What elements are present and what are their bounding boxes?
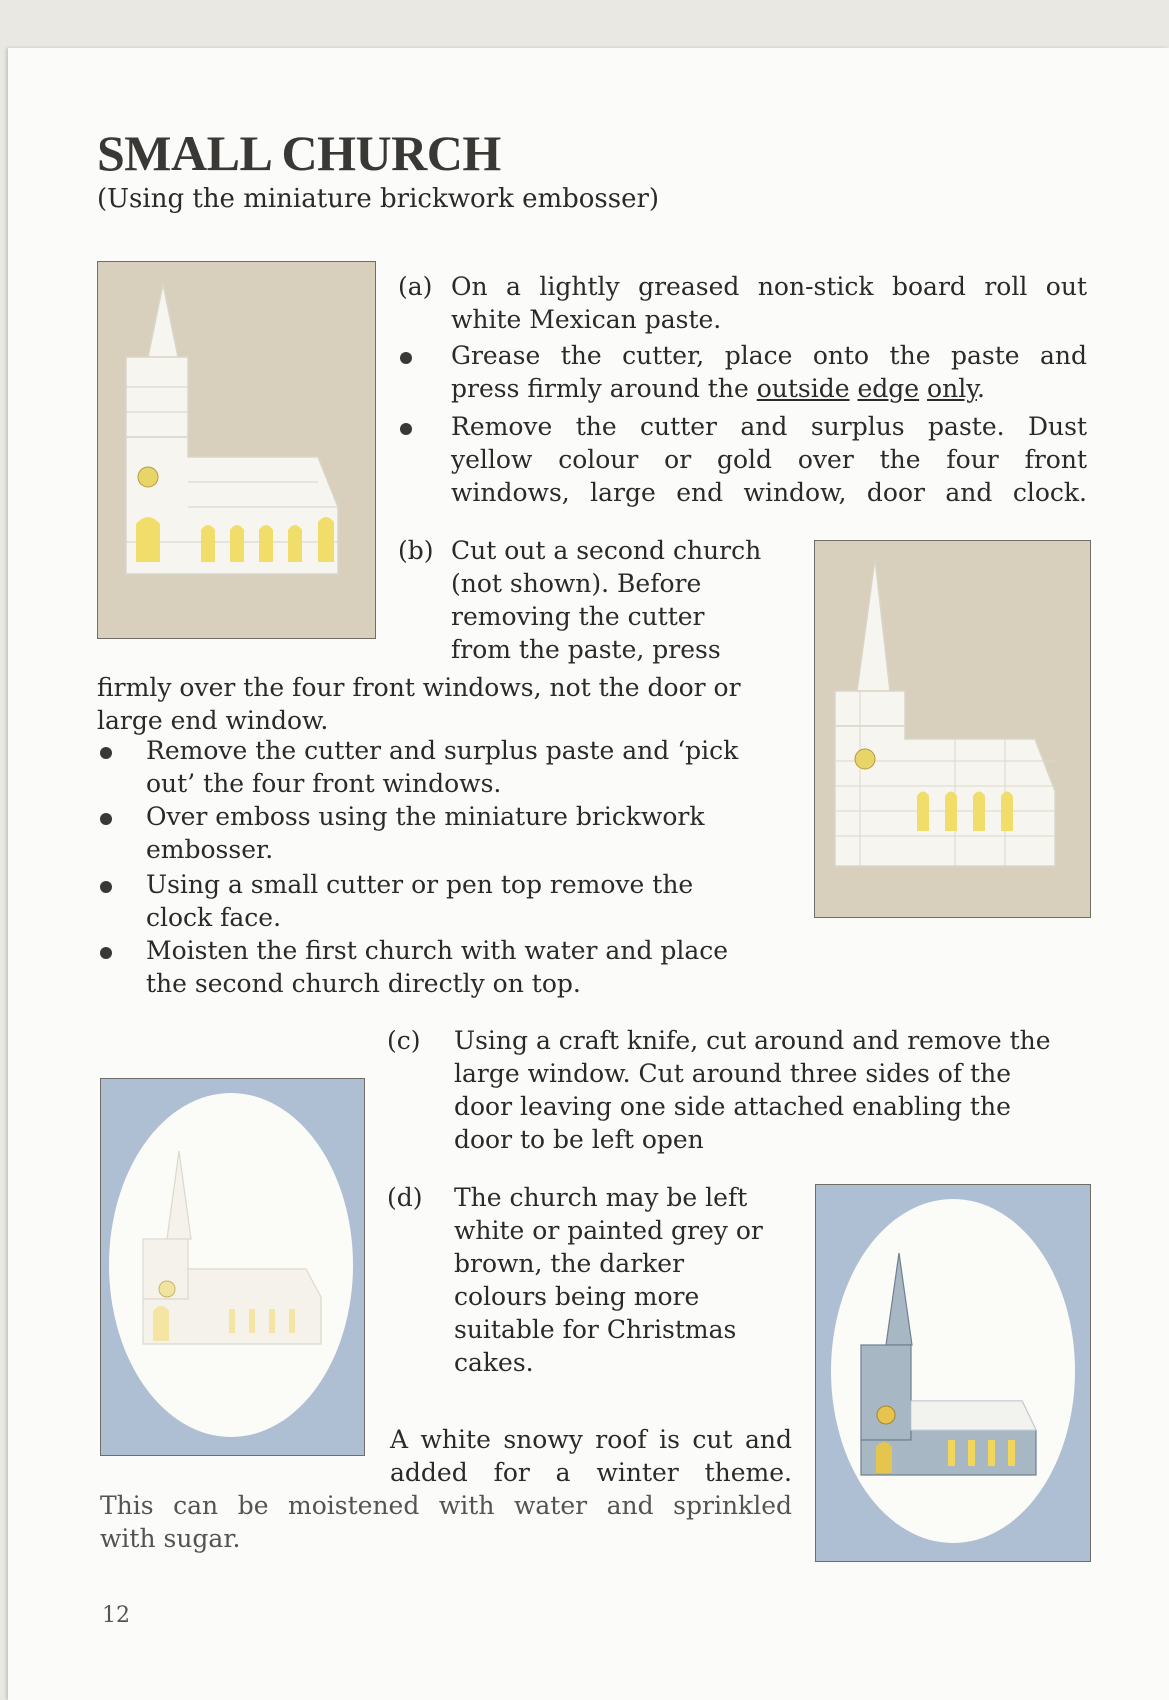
step-b-bullet-4 (146, 934, 728, 1000)
photo-embossed-church (814, 540, 1091, 918)
step-b-bullet-4-line-2: the second church directly on top. (146, 969, 581, 998)
step-a-bullet-2 (451, 410, 1087, 509)
step-b-line-2: (not shown). Before (451, 569, 702, 598)
bullet-dot (100, 813, 112, 825)
step-d-line-4: colours being more (454, 1282, 700, 1311)
step-d-line-1: The church may be left (454, 1183, 748, 1212)
photo-grey-church-plaque (815, 1184, 1091, 1562)
closing-text-top (390, 1423, 792, 1489)
step-b-text-top (451, 534, 761, 666)
step-b-bullet-1-line-2: out’ the four front windows. (146, 769, 502, 798)
step-a-bullet-1-line-1: Grease the cutter, place onto the paste and (451, 341, 1087, 370)
underlined-only: only (927, 374, 977, 403)
bullet-dot (400, 352, 412, 364)
bullet-dot (400, 423, 412, 435)
step-b-bullet-3 (146, 868, 693, 934)
step-d-line-2: white or painted grey or (454, 1216, 763, 1245)
step-b-bullet-2-line-1: Over emboss using the miniature brickwork (146, 802, 705, 831)
step-a-line-2: white Mexican paste. (451, 305, 722, 334)
step-c-line-1: Using a craft knife, cut around and remove the (454, 1026, 1051, 1055)
bullet-dot (100, 747, 112, 759)
step-b-bullet-1 (146, 734, 738, 800)
step-c-line-3: door leaving one side attached enabling the (454, 1092, 1011, 1121)
photo-white-church-plaque (100, 1078, 365, 1456)
step-c-line-4: door to be left open (454, 1125, 704, 1154)
step-b-bullet-2-line-2: embosser. (146, 835, 274, 864)
step-b-bullet-3-line-1: Using a small cutter or pen top remove the (146, 870, 694, 899)
page-number: 12 (102, 1603, 130, 1628)
closing-text-bottom (100, 1489, 792, 1555)
step-b-line-5: firmly over the four front windows, not the door or (97, 673, 741, 702)
step-d-label: (d) (387, 1183, 423, 1212)
step-b-bullet-4-line-1: Moisten the first church with water and place (146, 936, 729, 965)
step-a-bullet-1 (451, 339, 1087, 405)
step-a-bullet-2-line-2: yellow colour or gold over the four front (451, 445, 1087, 474)
step-b-line-4: from the paste, press (451, 635, 721, 664)
step-b-bullet-1-line-1: Remove the cutter and surplus paste and ‘pick (146, 736, 739, 765)
page-title: SMALL CHURCH (97, 125, 501, 181)
step-b-text-wrap (97, 671, 741, 737)
step-b-line-1: Cut out a second church (451, 536, 762, 565)
step-d-line-5: suitable for Christmas (454, 1315, 737, 1344)
step-a-text (451, 270, 1087, 336)
photo-white-church-cutout (97, 261, 376, 639)
page-subtitle: (Using the miniature brickwork embosser) (97, 184, 660, 214)
bullet-dot (100, 881, 112, 893)
step-b-label: (b) (398, 536, 434, 565)
closing-line-3: This can be moistened with water and sprinkled (100, 1491, 792, 1520)
step-a-bullet-2-line-3: windows, large end window, door and clock. (451, 478, 1087, 507)
step-c-label: (c) (387, 1026, 421, 1055)
step-a-line-1: On a lightly greased non-stick board roll out (451, 272, 1087, 301)
underlined-edge: edge (857, 374, 920, 403)
step-d-line-6: cakes. (454, 1348, 534, 1377)
step-a-label: (a) (398, 272, 433, 301)
step-c-line-2: large window. Cut around three sides of the (454, 1059, 1011, 1088)
text-run: . (977, 374, 985, 403)
step-c-text (454, 1024, 1051, 1156)
text-run: press firmly around the (451, 374, 757, 403)
bullet-dot (100, 947, 112, 959)
step-b-bullet-3-line-2: clock face. (146, 903, 282, 932)
step-b-line-3: removing the cutter (451, 602, 705, 631)
closing-line-1: A white snowy roof is cut and (390, 1425, 792, 1454)
step-b-line-6: large end window. (97, 706, 329, 735)
step-d-line-3: brown, the darker (454, 1249, 685, 1278)
step-b-bullet-2 (146, 800, 705, 866)
closing-line-2: added for a winter theme. (390, 1458, 792, 1487)
step-a-bullet-2-line-1: Remove the cutter and surplus paste. Dust (451, 412, 1087, 441)
underlined-outside: outside (756, 374, 850, 403)
closing-line-4: with sugar. (100, 1524, 241, 1553)
step-a-bullet-1-line-2 (451, 372, 1087, 405)
step-d-text (454, 1181, 763, 1379)
